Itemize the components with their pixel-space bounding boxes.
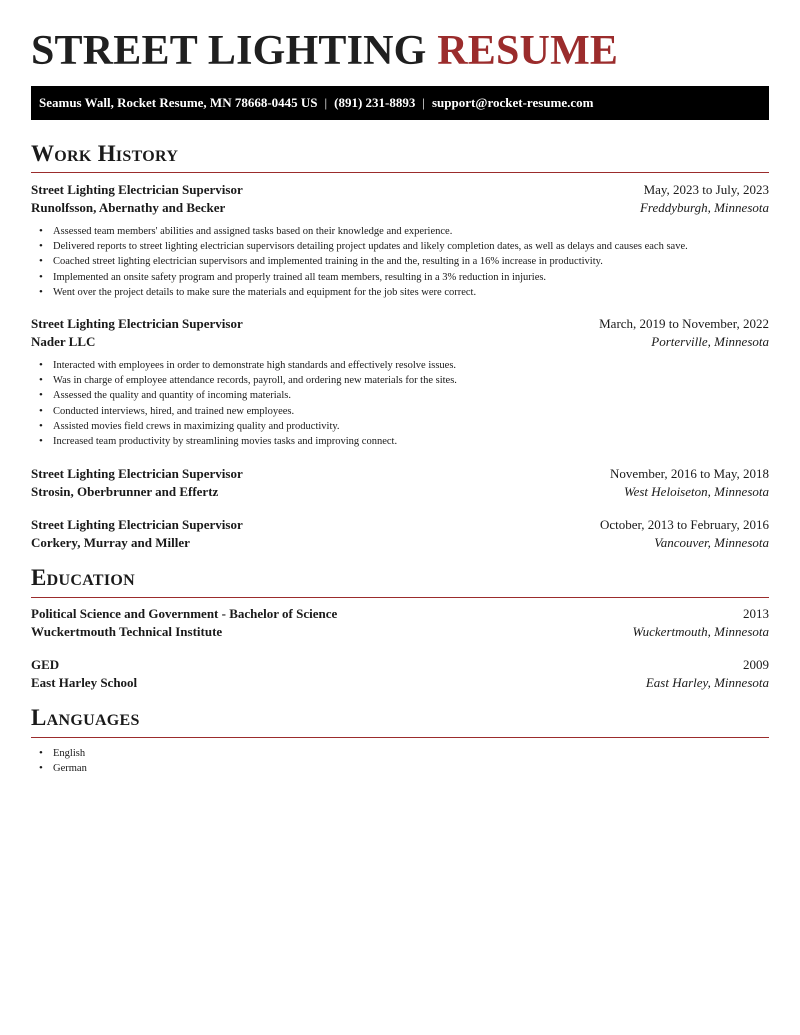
job-company: Corkery, Murray and Miller <box>31 535 190 550</box>
job-subheader <box>31 534 769 552</box>
list-item: • English <box>53 746 769 761</box>
section-title-work-history: Work History <box>31 141 179 166</box>
contact-bar <box>31 86 769 120</box>
job-company: Strosin, Oberbrunner and Effertz <box>31 484 219 499</box>
list-item: • Assisted movies field crews in maximizing quality and productivity. <box>53 419 769 434</box>
section-divider <box>31 172 769 173</box>
education-degree: GED <box>31 657 60 672</box>
education-year: 2009 <box>743 657 769 672</box>
job-subheader <box>31 333 769 351</box>
contact-separator: | <box>422 95 425 110</box>
list-item: • Coached street lighting electrician supervisors and implemented training in the and the, resulting in a 16% increase in productivity. <box>53 254 769 269</box>
languages-list <box>31 746 769 776</box>
job-role: Street Lighting Electrician Supervisor <box>31 517 243 532</box>
list-item: • Implemented an onsite safety program and properly trained all team members, resulting in a 3% reduction in injuries. <box>53 270 769 285</box>
job-role: Street Lighting Electrician Supervisor <box>31 466 243 481</box>
job-location: Vancouver, Minnesota <box>654 535 769 550</box>
job-subheader <box>31 483 769 501</box>
education-subheader <box>31 674 769 692</box>
list-item: • Interacted with employees in order to demonstrate high standards and effectively resolve issues. <box>53 358 769 373</box>
resume-title <box>31 27 618 75</box>
education-header <box>31 605 769 623</box>
title-main: STREET LIGHTING <box>31 28 427 74</box>
job-location: Freddyburgh, Minnesota <box>639 200 769 215</box>
job-dates: May, 2023 to July, 2023 <box>643 182 769 197</box>
job-location: Porterville, Minnesota <box>651 334 769 349</box>
job-bullet-list <box>31 224 769 300</box>
education-location: East Harley, Minnesota <box>645 675 769 690</box>
section-divider <box>31 737 769 738</box>
job-header <box>31 516 769 534</box>
education-degree: Political Science and Government - Bachelor of Science <box>31 606 338 621</box>
education-school: Wuckertmouth Technical Institute <box>31 624 223 639</box>
job-header <box>31 315 769 333</box>
education-year: 2013 <box>743 606 769 621</box>
list-item: • Was in charge of employee attendance records, payroll, and ordering new materials for the sites. <box>53 373 769 388</box>
list-item: • Went over the project details to make sure the materials and equipment for the job sites were correct. <box>53 285 769 300</box>
list-item: • German <box>53 761 769 776</box>
contact-phone: (891) 231-8893 <box>334 95 416 110</box>
contact-name-address: Seamus Wall, Rocket Resume, MN 78668-0445 US <box>39 95 318 110</box>
job-role: Street Lighting Electrician Supervisor <box>31 182 243 197</box>
job-subheader <box>31 199 769 217</box>
job-bullet-list <box>31 358 769 449</box>
section-title-education: Education <box>31 565 135 590</box>
title-accent: RESUME <box>437 28 619 74</box>
list-item: • Delivered reports to street lighting electrician supervisors detailing project updates and likely completion dates, as well as delays and causes each save. <box>53 239 769 254</box>
list-item: • Assessed team members' abilities and assigned tasks based on their knowledge and experience. <box>53 224 769 239</box>
section-title-languages: Languages <box>31 705 140 730</box>
job-location: West Heloiseton, Minnesota <box>623 484 769 499</box>
education-subheader <box>31 623 769 641</box>
job-header <box>31 181 769 199</box>
job-header <box>31 465 769 483</box>
job-company: Runolfsson, Abernathy and Becker <box>31 200 226 215</box>
job-dates: March, 2019 to November, 2022 <box>599 316 769 331</box>
list-item: • Assessed the quality and quantity of incoming materials. <box>53 388 769 403</box>
job-dates: November, 2016 to May, 2018 <box>610 466 769 481</box>
contact-email: support@rocket-resume.com <box>432 95 594 110</box>
education-school: East Harley School <box>31 675 138 690</box>
contact-separator: | <box>324 95 328 110</box>
list-item: • Conducted interviews, hired, and trained new employees. <box>53 404 769 419</box>
job-role: Street Lighting Electrician Supervisor <box>31 316 243 331</box>
list-item: • Increased team productivity by streamlining movies tasks and improving connect. <box>53 434 769 449</box>
job-dates: October, 2013 to February, 2016 <box>599 517 769 532</box>
education-header <box>31 656 769 674</box>
section-divider <box>31 597 769 598</box>
job-company: Nader LLC <box>31 334 96 349</box>
education-location: Wuckertmouth, Minnesota <box>632 624 769 639</box>
